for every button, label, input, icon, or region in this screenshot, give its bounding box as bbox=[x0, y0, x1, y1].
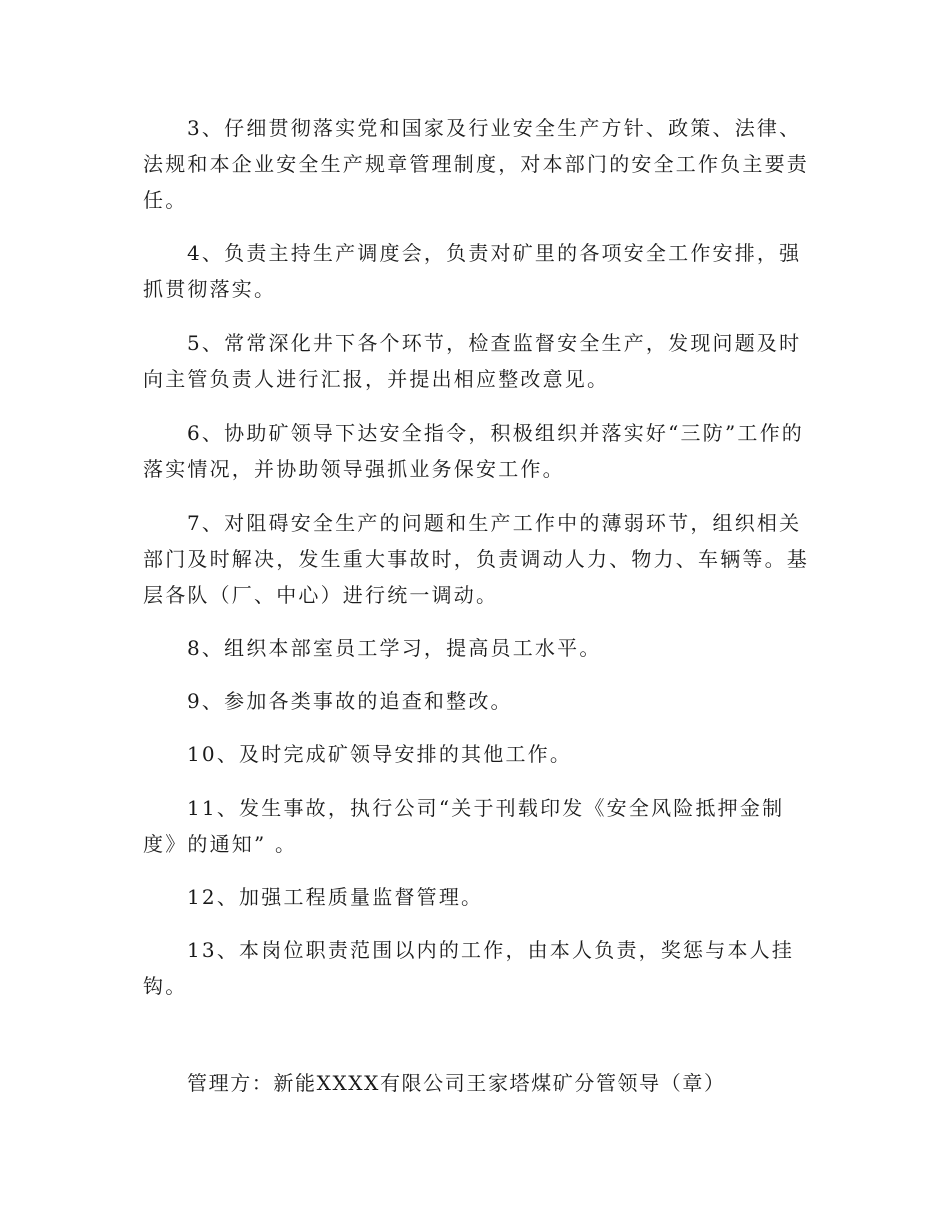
signature-line: 管理方：新能XXXX有限公司王家塔煤矿分管领导（章） bbox=[187, 1071, 726, 1095]
responsibility-item-3: 3、仔细贯彻落实党和国家及行业安全生产方针、政策、法律、法规和本企业安全生产规章管理制度，对本部门的安全工作负主要责任。 bbox=[143, 116, 809, 212]
responsibility-item-7: 7、对阻碍安全生产的问题和生产工作中的薄弱环节，组织相关部门及时解决，发生重大事故时，负责调动人力、物力、车辆等。基层各队（厂、中心）进行统一调动。 bbox=[143, 511, 809, 607]
responsibility-item-6: 6、协助矿领导下达安全指令，积极组织并落实好“三防”工作的落实情况，并协助领导强抓业务保安工作。 bbox=[143, 421, 804, 481]
responsibility-item-8: 8、组织本部室员工学习，提高员工水平。 bbox=[187, 636, 602, 660]
responsibility-item-12: 12、加强工程质量监督管理。 bbox=[187, 885, 484, 909]
responsibility-item-5: 5、常常深化井下各个环节，检查监督安全生产，发现问题及时向主管负责人进行汇报，并提出相应整改意见。 bbox=[143, 331, 802, 391]
responsibility-item-11: 11、发生事故，执行公司“关于刊载印发《安全风险抵押金制度》的通知” 。 bbox=[143, 796, 785, 856]
responsibility-item-13: 13、本岗位职责范围以内的工作，由本人负责，奖惩与本人挂钩。 bbox=[143, 938, 795, 998]
responsibility-item-9: 9、参加各类事故的追查和整改。 bbox=[187, 689, 513, 713]
responsibility-item-4: 4、负责主持生产调度会，负责对矿里的各项安全工作安排，强抓贯彻落实。 bbox=[143, 241, 802, 301]
responsibility-item-10: 10、及时完成矿领导安排的其他工作。 bbox=[187, 742, 573, 766]
